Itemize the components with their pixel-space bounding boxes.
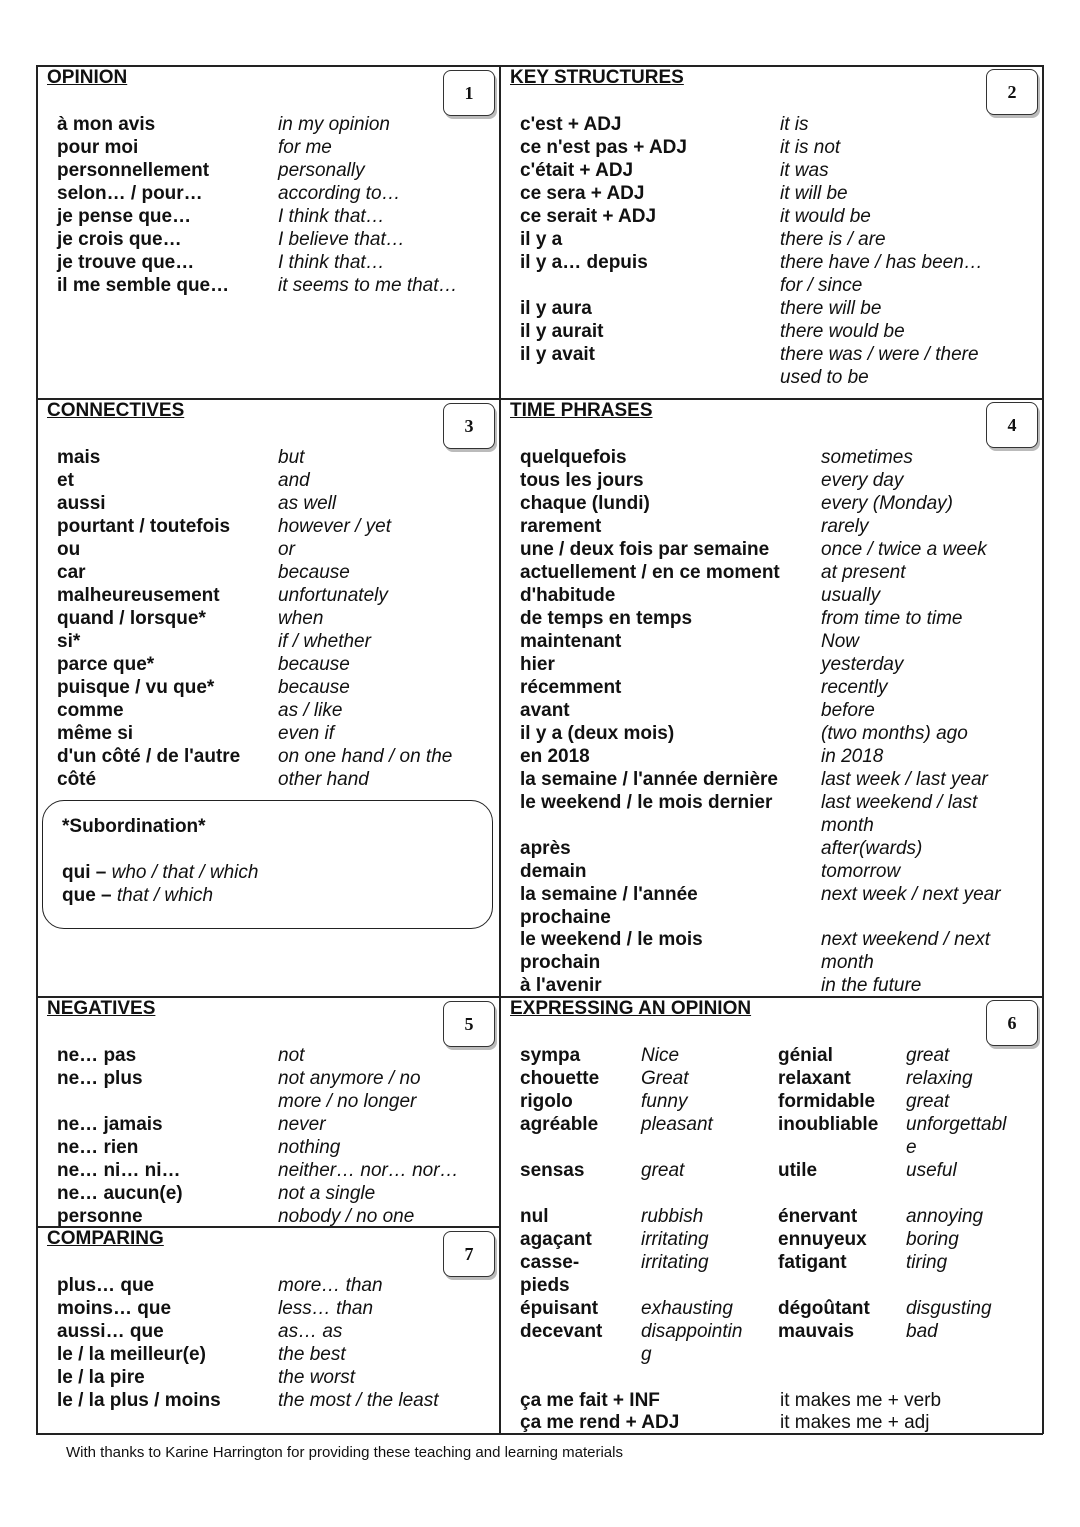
opinion-en: it seems to me that…: [278, 275, 458, 296]
comparing-en: the best: [278, 1344, 346, 1365]
adjective-en: boring: [906, 1229, 959, 1250]
key-structure-en: it would be: [780, 206, 871, 227]
adjective-en: Nice: [641, 1045, 680, 1066]
connective-fr: si*: [57, 631, 81, 652]
opinion-en: I think that…: [278, 206, 385, 227]
adjective-fr: rigolo: [520, 1091, 573, 1112]
connective-en: as well: [278, 493, 337, 514]
adjective-en: unforgettabl e: [906, 1114, 1007, 1158]
opinion-en: I believe that…: [278, 229, 405, 250]
negative-fr: ne… ni… ni…: [57, 1160, 181, 1181]
negative-fr: ne… pas: [57, 1045, 137, 1066]
key-structure-fr: il y a… depuis: [520, 252, 648, 273]
adjective-en: great: [641, 1160, 685, 1181]
adjective-en: irritating: [641, 1229, 709, 1250]
opinion-en: I think that…: [278, 252, 385, 273]
subordination-line: [62, 861, 258, 884]
key-structure-fr: il y aura: [520, 298, 592, 319]
adjective-fr: dégoûtant: [778, 1298, 870, 1319]
footer-credit: With thanks to Karine Harrington for providing these teaching and learning materials: [66, 1444, 623, 1461]
adjective-en: great: [906, 1091, 950, 1112]
adjective-fr: énervant: [778, 1206, 858, 1227]
opinion-structure-fr: ça me rend + ADJ: [520, 1412, 680, 1433]
negative-en: not anymore / no more / no longer: [278, 1068, 421, 1112]
time-phrase-fr: après: [520, 838, 571, 859]
adjective-en: disappointin g: [641, 1321, 743, 1365]
comparing-fr: aussi… que: [57, 1321, 164, 1342]
adjective-fr: mauvais: [778, 1321, 855, 1342]
adjective-fr: relaxant: [778, 1068, 851, 1089]
connective-fr: puisque / vu que*: [57, 677, 215, 698]
time-phrase-fr: la semaine / l'année dernière: [520, 769, 778, 790]
key-structure-fr: il y aurait: [520, 321, 604, 342]
connective-fr: même si: [57, 723, 134, 744]
negative-fr: ne… aucun(e): [57, 1183, 183, 1204]
subordination-en: who / that / which: [111, 862, 259, 883]
adjective-en: tiring: [906, 1252, 948, 1273]
time-phrase-fr: tous les jours: [520, 470, 644, 491]
adjective-en: bad: [906, 1321, 938, 1342]
key-structure-fr: ce serait + ADJ: [520, 206, 657, 227]
connective-en: even if: [278, 723, 334, 744]
time-phrase-en: (two months) ago: [821, 723, 968, 744]
time-phrase-fr: en 2018: [520, 746, 590, 767]
key-structure-en: there is / are: [780, 229, 886, 250]
key-structure-fr: ce n'est pas + ADJ: [520, 137, 687, 158]
comparing-fr: le / la plus / moins: [57, 1390, 221, 1411]
key-structure-en: it will be: [780, 183, 848, 204]
comparing-en: the most / the least: [278, 1390, 439, 1411]
adjective-fr: fatigant: [778, 1252, 847, 1273]
opinion-structure-en: it makes me + verb: [780, 1390, 942, 1411]
adjective-en: relaxing: [906, 1068, 973, 1089]
comparing-en: as… as: [278, 1321, 343, 1342]
time-phrase-fr: d'habitude: [520, 585, 616, 606]
time-phrase-en: tomorrow: [821, 861, 901, 882]
section-number-badge-5: 5: [443, 1001, 495, 1047]
section-title-expressing-opinion: EXPRESSING AN OPINION: [510, 998, 752, 1019]
negative-en: not a single: [278, 1183, 376, 1204]
key-structure-fr: ce sera + ADJ: [520, 183, 645, 204]
opinion-fr: pour moi: [57, 137, 139, 158]
connective-fr: parce que*: [57, 654, 155, 675]
comparing-en: the worst: [278, 1367, 356, 1388]
time-phrase-fr: hier: [520, 654, 555, 675]
time-phrase-fr: de temps en temps: [520, 608, 693, 629]
comparing-fr: plus… que: [57, 1275, 155, 1296]
connective-en: but: [278, 447, 305, 468]
time-phrase-en: rarely: [821, 516, 869, 537]
adjective-fr: agaçant: [520, 1229, 592, 1250]
opinion-en: in my opinion: [278, 114, 390, 135]
time-phrase-fr: il y a (deux mois): [520, 723, 675, 744]
adjective-en: rubbish: [641, 1206, 704, 1227]
negative-en: nobody / no one: [278, 1206, 415, 1227]
connective-en: because: [278, 562, 350, 583]
time-phrase-en: recently: [821, 677, 888, 698]
adjective-fr: casse- pieds: [520, 1252, 580, 1296]
adjective-fr: chouette: [520, 1068, 600, 1089]
adjective-fr: inoubliable: [778, 1114, 879, 1135]
subordination-en: that / which: [116, 885, 214, 906]
time-phrase-en: Now: [821, 631, 860, 652]
adjective-fr: ennuyeux: [778, 1229, 867, 1250]
time-phrase-en: in 2018: [821, 746, 884, 767]
section-title-comparing: COMPARING: [47, 1228, 164, 1249]
negative-fr: ne… plus: [57, 1068, 143, 1089]
connective-en: unfortunately: [278, 585, 388, 606]
subordination-title: *Subordination*: [62, 816, 206, 837]
opinion-fr: je crois que…: [57, 229, 182, 250]
key-structure-fr: il y a: [520, 229, 563, 250]
time-phrase-en: once / twice a week: [821, 539, 987, 560]
section-number-badge-6: 6: [986, 1000, 1038, 1046]
adjective-fr: nul: [520, 1206, 549, 1227]
time-phrase-fr: rarement: [520, 516, 602, 537]
key-structure-fr: c'est + ADJ: [520, 114, 622, 135]
section-title-opinion: OPINION: [47, 67, 128, 88]
key-structure-en: there was / were / there used to be: [780, 344, 979, 388]
adjective-en: disgusting: [906, 1298, 992, 1319]
opinion-fr: à mon avis: [57, 114, 156, 135]
time-phrase-fr: demain: [520, 861, 587, 882]
key-structure-fr: il y avait: [520, 344, 595, 365]
adjective-fr: sensas: [520, 1160, 585, 1181]
comparing-fr: le / la meilleur(e): [57, 1344, 206, 1365]
adjective-en: great: [906, 1045, 950, 1066]
comparing-en: more… than: [278, 1275, 383, 1296]
connective-fr: quand / lorsque*: [57, 608, 206, 629]
key-structure-en: there have / has been… for / since: [780, 252, 983, 296]
connective-fr: ou: [57, 539, 81, 560]
connective-fr: comme: [57, 700, 124, 721]
key-structure-en: it is: [780, 114, 809, 135]
connective-en: as / like: [278, 700, 343, 721]
comparing-en: less… than: [278, 1298, 374, 1319]
adjective-fr: decevant: [520, 1321, 603, 1342]
time-phrase-en: yesterday: [821, 654, 904, 675]
adjective-fr: utile: [778, 1160, 818, 1181]
adjective-fr: génial: [778, 1045, 833, 1066]
frame-left: [36, 65, 38, 1434]
section-title-connectives: CONNECTIVES: [47, 400, 185, 421]
opinion-en: according to…: [278, 183, 401, 204]
time-phrase-fr: quelquefois: [520, 447, 627, 468]
negative-fr: personne: [57, 1206, 143, 1227]
opinion-en: for me: [278, 137, 332, 158]
adjective-en: annoying: [906, 1206, 984, 1227]
adjective-en: useful: [906, 1160, 957, 1181]
adjective-en: pleasant: [641, 1114, 713, 1135]
connective-fr: d'un côté / de l'autre côté: [57, 746, 241, 790]
opinion-fr: personnellement: [57, 160, 210, 181]
connective-fr: pourtant / toutefois: [57, 516, 231, 537]
connective-en: if / whether: [278, 631, 371, 652]
negative-en: neither… nor… nor…: [278, 1160, 459, 1181]
connective-en: because: [278, 677, 350, 698]
key-structure-en: it was: [780, 160, 829, 181]
negative-fr: ne… rien: [57, 1137, 139, 1158]
adjective-en: funny: [641, 1091, 688, 1112]
time-phrase-fr: à l'avenir: [520, 975, 602, 996]
negative-en: not: [278, 1045, 305, 1066]
negative-en: never: [278, 1114, 326, 1135]
time-phrase-fr: le weekend / le mois dernier: [520, 792, 773, 813]
opinion-fr: il me semble que…: [57, 275, 230, 296]
opinion-structure-fr: ça me fait + INF: [520, 1390, 660, 1411]
opinion-structure-en: it makes me + adj: [780, 1412, 930, 1433]
subordination-fr: que: [62, 885, 96, 906]
time-phrase-en: last week / last year: [821, 769, 988, 790]
frame-right: [1042, 65, 1044, 1434]
time-phrase-fr: une / deux fois par semaine: [520, 539, 770, 560]
time-phrase-fr: la semaine / l'année prochaine: [520, 884, 698, 928]
subordination-dash: –: [90, 862, 112, 883]
time-phrase-fr: récemment: [520, 677, 622, 698]
time-phrase-en: every day: [821, 470, 904, 491]
subordination-fr: qui: [62, 862, 91, 883]
adjective-fr: formidable: [778, 1091, 876, 1112]
section-title-negatives: NEGATIVES: [47, 998, 156, 1019]
connective-fr: et: [57, 470, 74, 491]
time-phrase-en: from time to time: [821, 608, 963, 629]
time-phrase-en: in the future: [821, 975, 922, 996]
connective-en: however / yet: [278, 516, 391, 537]
time-phrase-fr: actuellement / en ce moment: [520, 562, 780, 583]
time-phrase-fr: le weekend / le mois prochain: [520, 929, 703, 973]
connective-en: and: [278, 470, 310, 491]
section-number-badge-1: 1: [443, 70, 495, 116]
comparing-fr: moins… que: [57, 1298, 172, 1319]
section-number-badge-7: 7: [443, 1231, 495, 1277]
negative-fr: ne… jamais: [57, 1114, 163, 1135]
connective-en: on one hand / on the other hand: [278, 746, 453, 790]
adjective-en: exhausting: [641, 1298, 733, 1319]
opinion-en: personally: [278, 160, 365, 181]
time-phrase-en: at present: [821, 562, 906, 583]
subordination-dash: –: [95, 885, 117, 906]
time-phrase-en: sometimes: [821, 447, 913, 468]
section-number-badge-4: 4: [986, 402, 1038, 448]
adjective-fr: épuisant: [520, 1298, 599, 1319]
section-number-badge-3: 3: [443, 403, 495, 449]
key-structure-en: there will be: [780, 298, 882, 319]
adjective-fr: agréable: [520, 1114, 599, 1135]
opinion-fr: selon… / pour…: [57, 183, 203, 204]
time-phrase-fr: chaque (lundi): [520, 493, 650, 514]
opinion-fr: je trouve que…: [57, 252, 195, 273]
opinion-fr: je pense que…: [57, 206, 192, 227]
adjective-en: Great: [641, 1068, 689, 1089]
key-structure-en: it is not: [780, 137, 841, 158]
connective-fr: mais: [57, 447, 101, 468]
connective-fr: car: [57, 562, 86, 583]
time-phrase-en: last weekend / last month: [821, 792, 978, 836]
connective-fr: malheureusement: [57, 585, 220, 606]
section-number-badge-2: 2: [986, 69, 1038, 115]
negative-en: nothing: [278, 1137, 341, 1158]
key-structure-en: there would be: [780, 321, 905, 342]
time-phrase-en: next week / next year: [821, 884, 1001, 905]
adjective-fr: sympa: [520, 1045, 581, 1066]
time-phrase-en: after(wards): [821, 838, 923, 859]
connective-en: or: [278, 539, 295, 560]
time-phrase-en: before: [821, 700, 875, 721]
time-phrase-en: next weekend / next month: [821, 929, 990, 973]
connective-en: when: [278, 608, 324, 629]
comparing-fr: le / la pire: [57, 1367, 145, 1388]
time-phrase-en: every (Monday): [821, 493, 953, 514]
time-phrase-fr: maintenant: [520, 631, 622, 652]
time-phrase-fr: avant: [520, 700, 570, 721]
column-divider: [499, 65, 501, 1434]
connective-en: because: [278, 654, 350, 675]
time-phrase-en: usually: [821, 585, 881, 606]
subordination-line: [62, 884, 213, 907]
section-title-time-phrases: TIME PHRASES: [510, 400, 653, 421]
section-title-key-structures: KEY STRUCTURES: [510, 67, 684, 88]
connective-fr: aussi: [57, 493, 106, 514]
adjective-en: irritating: [641, 1252, 709, 1273]
key-structure-fr: c'était + ADJ: [520, 160, 634, 181]
